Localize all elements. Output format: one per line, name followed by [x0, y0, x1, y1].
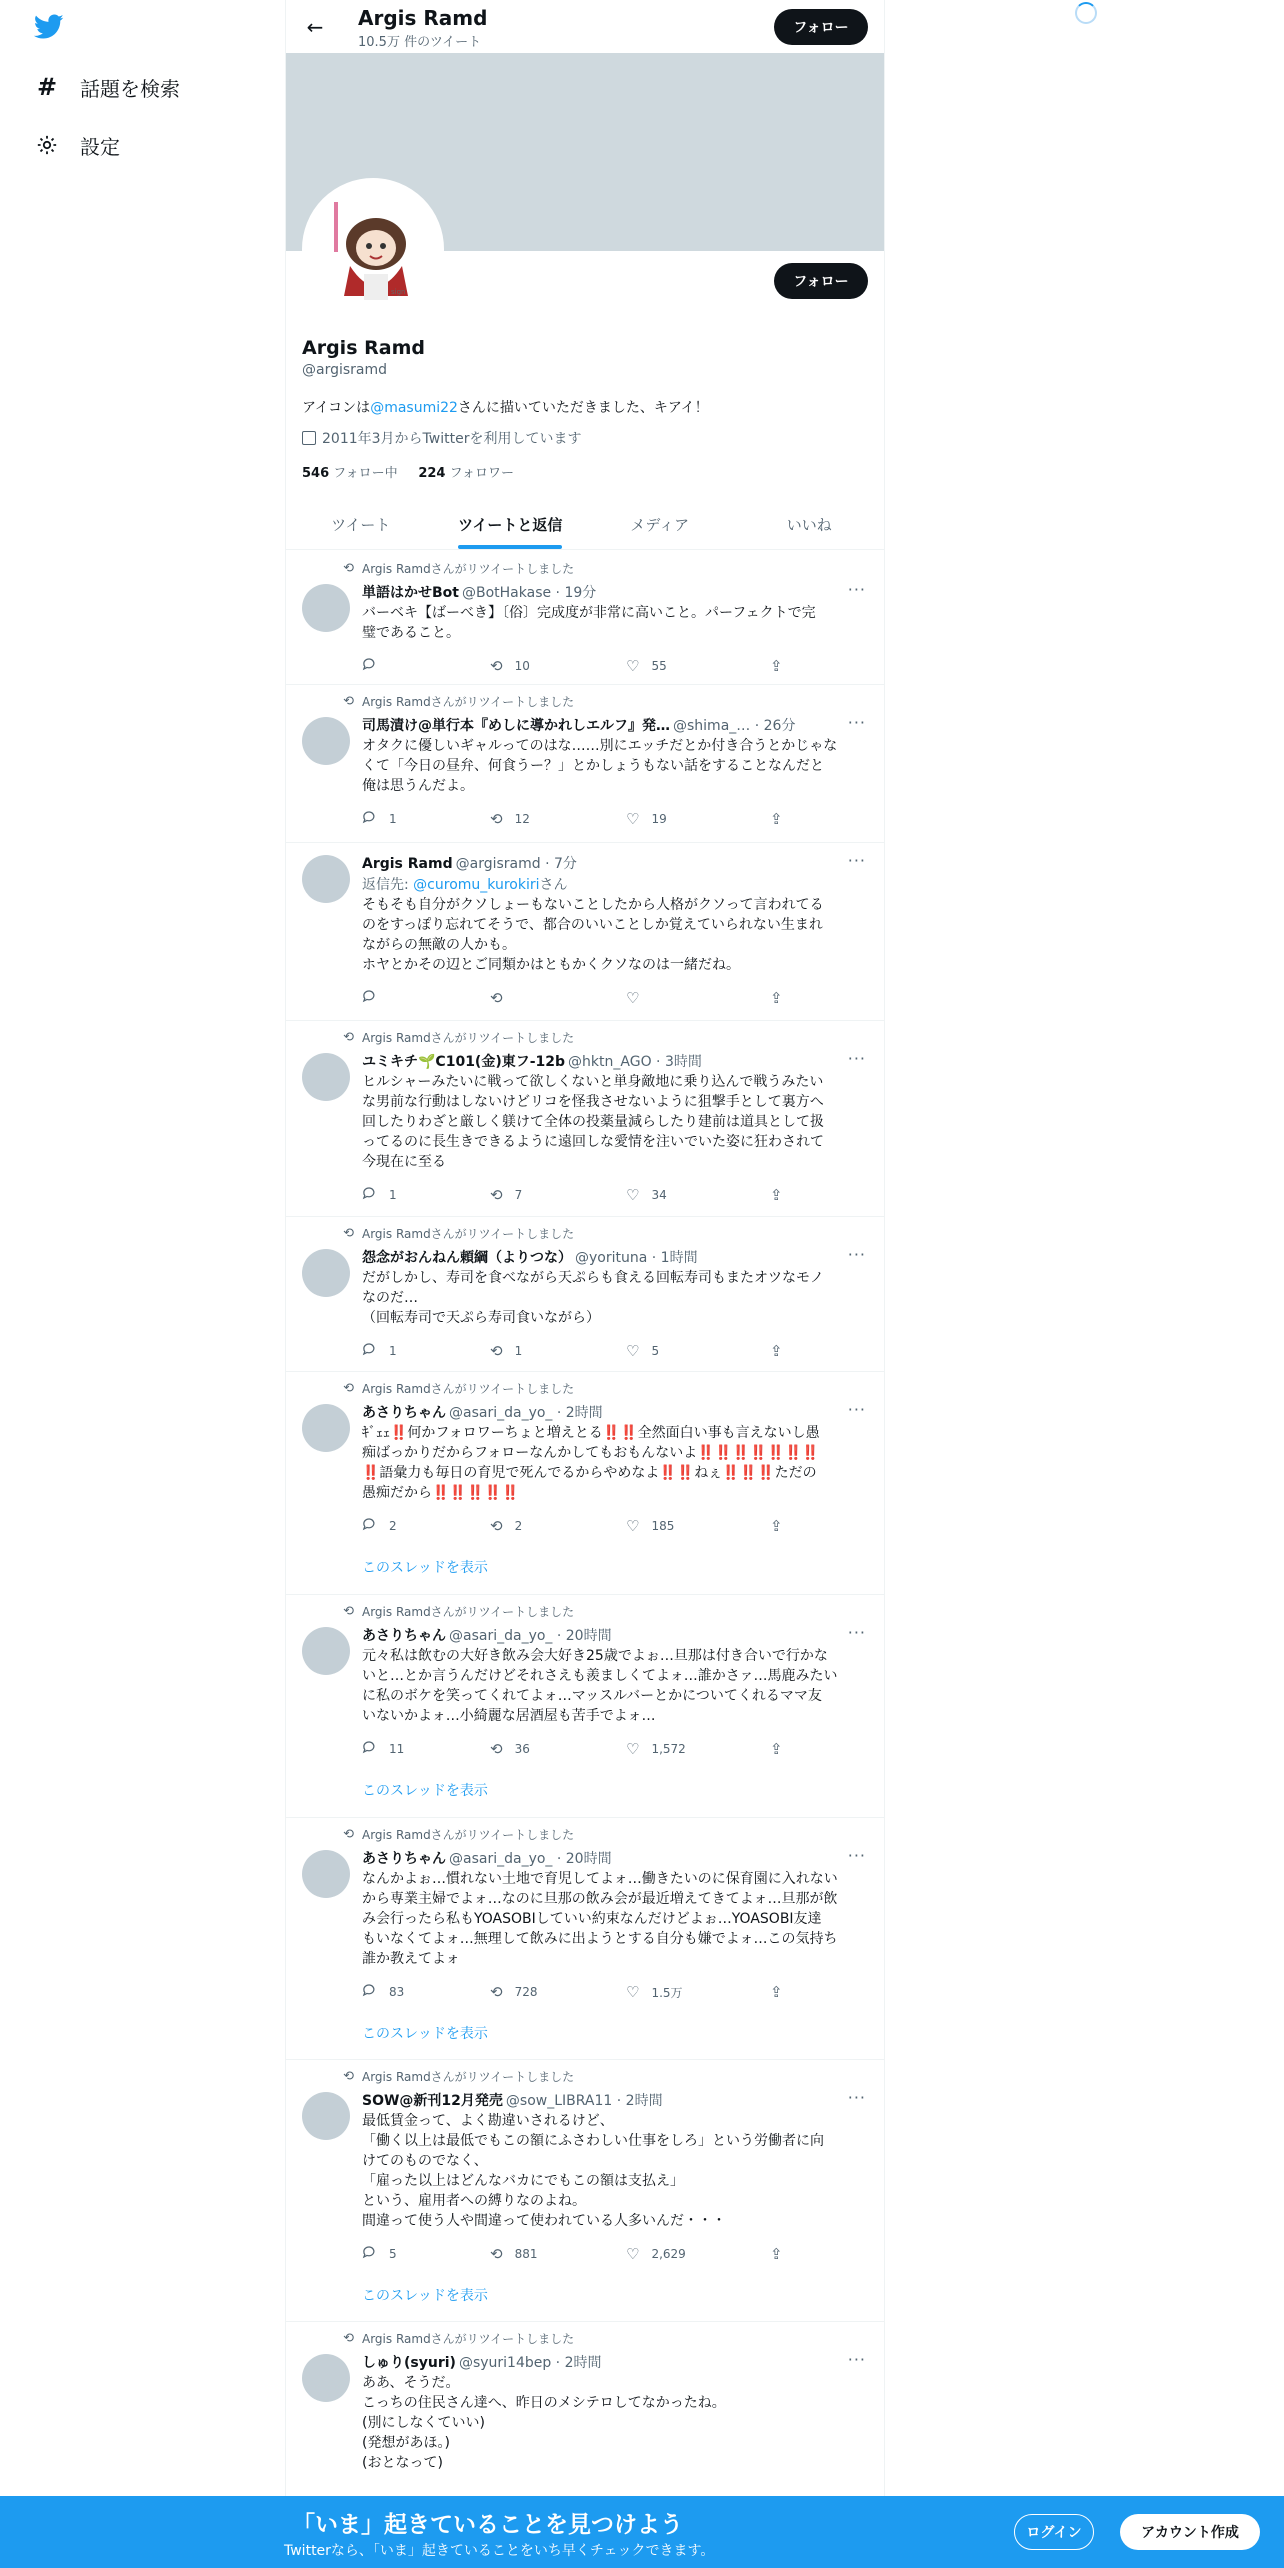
like-button[interactable] — [626, 1517, 674, 1535]
reply-to-label: 返信先: — [362, 877, 414, 893]
author-name[interactable]: Argis Ramd — [362, 856, 453, 872]
retweet-icon: ⟲ — [490, 657, 503, 675]
tweet-actions — [362, 657, 802, 677]
bio-text-after: さんに描いていただきました、キアイ！ — [457, 400, 709, 416]
heart-icon: ♡ — [626, 989, 640, 1007]
retweet-icon: ⟲ — [490, 1186, 503, 1204]
author-name[interactable]: ユミキチ🌱C101(金)東フ-12b — [362, 1054, 566, 1070]
retweet-icon: ⟲ — [343, 1827, 354, 1842]
tweet[interactable] — [286, 552, 884, 685]
profile-stats — [302, 462, 514, 481]
tweet-text: オタクに優しいギャルってのはな……別にエッチだとか付き合うとかじゃな くて「今日の昼弁、何食うー？」とかしょうもない話をすることなんだと 俺は思うんだよ。 — [362, 738, 838, 794]
tweet-actions — [362, 1342, 802, 1362]
back-arrow-icon[interactable]: ← — [306, 15, 324, 39]
author-name[interactable]: あさりちゃん — [362, 1628, 446, 1644]
avatar[interactable] — [302, 1404, 350, 1452]
retweet-indicator — [336, 2330, 574, 2347]
retweet-icon: ⟲ — [490, 1342, 503, 1360]
profile-follow-button[interactable]: フォロー — [774, 263, 868, 299]
followers-count: 224 — [418, 466, 446, 481]
more-options-icon[interactable]: ··· — [847, 1846, 866, 1865]
retweet-count: 7 — [514, 1188, 523, 1202]
reply-count: 1 — [389, 1188, 397, 1202]
share-button[interactable] — [770, 2245, 795, 2263]
tweet[interactable] — [286, 2060, 884, 2322]
bio-text-before: アイコンは — [302, 400, 371, 416]
tweet-text: だがしかし、寿司を食べながら天ぷらも食える回転寿司もまたオツなモノ なのだ… （回転寿司で天ぷら寿司食いながら） — [362, 1270, 824, 1326]
avatar[interactable] — [302, 1249, 350, 1297]
joined-text: 2011年3月からTwitterを利用しています — [322, 431, 582, 447]
left-nav — [0, 0, 285, 2568]
following-link[interactable] — [302, 466, 398, 481]
retweet-label: Argis Ramdさんがリツイートしました — [362, 695, 575, 709]
retweet-count: 1 — [514, 1344, 523, 1358]
retweet-icon: ⟲ — [490, 2245, 503, 2263]
avatar[interactable] — [302, 584, 350, 632]
retweet-icon: ⟲ — [343, 1226, 354, 1241]
retweet-label: Argis Ramdさんがリツイートしました — [362, 1605, 575, 1619]
retweet-icon: ⟲ — [343, 1604, 354, 1619]
tweet[interactable] — [286, 685, 884, 843]
gear-icon — [34, 132, 60, 158]
like-count: 55 — [651, 659, 667, 673]
tweet-header — [362, 853, 577, 873]
profile-bio — [302, 397, 709, 417]
more-options-icon[interactable]: ··· — [847, 713, 866, 732]
author-name[interactable]: SOW@新刊12月発売 — [362, 2093, 503, 2109]
tweet-actions — [362, 1983, 802, 2003]
reply-button[interactable] — [362, 1186, 397, 1204]
twitter-logo-icon[interactable] — [34, 14, 64, 42]
author-handle-time: @hktn_AGO · 3時間 — [568, 1054, 702, 1070]
header-tweet-count: 10.5万 件のツイート — [358, 35, 482, 50]
like-button[interactable] — [626, 1342, 659, 1360]
retweet-indicator — [336, 1029, 574, 1046]
tweet-text: そもそも自分がクソしょーもないことしたから人格がクソって言われてる のをすっぽり忘れてそうで、都合のいいことしか覚えていられない生まれ ながらの無敵の人かも。 ホヤとかその辺とご同類かはともかくクソなのは一緒だね。 — [362, 897, 824, 973]
reply-to-suffix: さん — [539, 877, 568, 893]
reply-to-mention-link[interactable]: @curomu_kurokiri — [413, 877, 540, 893]
retweet-indicator — [336, 1380, 574, 1397]
retweet-indicator — [336, 1603, 574, 1620]
retweet-icon: ⟲ — [343, 561, 354, 576]
share-icon: ⇪ — [770, 2245, 783, 2263]
like-count: 185 — [651, 1519, 675, 1533]
share-button[interactable] — [770, 1186, 795, 1204]
followers-link[interactable] — [418, 466, 514, 481]
retweet-icon: ⟲ — [490, 1740, 503, 1758]
share-button[interactable] — [770, 1342, 795, 1360]
loading-spinner-icon — [1075, 2, 1097, 24]
tweet-actions — [362, 1740, 802, 1760]
like-count: 19 — [651, 812, 667, 826]
retweet-indicator — [336, 1826, 574, 1843]
profile-tabs — [286, 500, 884, 550]
like-button[interactable] — [626, 810, 667, 828]
tweet-header — [362, 2352, 602, 2372]
tweet-header — [362, 582, 596, 602]
like-button[interactable] — [626, 657, 667, 675]
author-name[interactable]: 怨念がおんねん頼綱（よりつな） — [362, 1250, 572, 1266]
heart-icon: ♡ — [626, 1983, 640, 2001]
tweet[interactable] — [286, 1818, 884, 2060]
retweet-indicator — [336, 1225, 574, 1242]
share-icon: ⇪ — [770, 1517, 783, 1535]
tweet-actions — [362, 989, 802, 1009]
avatar[interactable] — [302, 1053, 350, 1101]
tweet-header — [362, 1848, 612, 1868]
share-button[interactable] — [770, 657, 795, 675]
profile-avatar[interactable] — [302, 178, 444, 320]
more-options-icon[interactable]: ··· — [847, 2350, 866, 2369]
more-options-icon[interactable]: ··· — [847, 2088, 866, 2107]
retweet-count: 728 — [514, 1985, 538, 1999]
retweet-label: Argis Ramdさんがリツイートしました — [362, 1382, 575, 1396]
tweet-header — [362, 1051, 702, 1071]
like-button[interactable] — [626, 1186, 667, 1204]
like-count: 1,572 — [651, 1742, 686, 1756]
more-options-icon[interactable]: ··· — [847, 1245, 866, 1264]
share-button[interactable] — [770, 1517, 795, 1535]
retweet-button[interactable] — [490, 657, 530, 675]
avatar[interactable] — [302, 1850, 350, 1898]
retweet-label: Argis Ramdさんがリツイートしました — [362, 1227, 575, 1241]
share-icon: ⇪ — [770, 1983, 783, 2001]
retweet-indicator — [336, 560, 574, 577]
tweet[interactable] — [286, 2322, 884, 2502]
avatar[interactable] — [302, 2092, 350, 2140]
retweet-button[interactable] — [490, 810, 530, 828]
author-handle-time: @asari_da_yo_ · 20時間 — [449, 1851, 612, 1867]
main-column — [285, 0, 885, 2568]
svg-text:sign: sign — [391, 288, 406, 296]
author-name[interactable]: しゅり(syuri) — [362, 2355, 456, 2371]
bottom-bar-subtitle: Twitterなら、「いま」起きていることをいち早くチェックできます。 — [284, 2543, 715, 2559]
tweet[interactable] — [286, 1595, 884, 1818]
retweet-count: 36 — [514, 1742, 530, 1756]
retweet-icon: ⟲ — [343, 2331, 354, 2346]
retweet-icon: ⟲ — [343, 2069, 354, 2084]
login-prompt-bar — [0, 2496, 1284, 2568]
tweet[interactable] — [286, 1217, 884, 1372]
reply-count: 83 — [389, 1985, 405, 1999]
header-follow-button[interactable]: フォロー — [774, 9, 868, 45]
author-name[interactable]: 単語はかせBot — [362, 585, 459, 601]
avatar[interactable] — [302, 717, 350, 765]
more-options-icon[interactable]: ··· — [847, 580, 866, 599]
nav-explore[interactable] — [34, 69, 180, 105]
heart-icon: ♡ — [626, 1517, 640, 1535]
retweet-icon: ⟲ — [343, 1381, 354, 1396]
more-options-icon[interactable]: ··· — [847, 1623, 866, 1642]
reply-button[interactable] — [362, 1983, 404, 2001]
tweet-text: ヒルシャーみたいに戦って欲しくないと単身敵地に乗り込んで戦うみたい な男前な行動はしないけどリコを怪我させないように狙撃手として裏方へ 回したりわざと厳しく躾けて全体の投薬量減らしたり建前は道具として扱 ってるのに長生きできるように遠回しな愛情を注いでいた姿に狂わされて 今現在に至る — [362, 1074, 824, 1170]
like-count: 1.5万 — [651, 1985, 683, 2000]
reply-count: 2 — [389, 1519, 397, 1533]
tweet-actions — [362, 810, 802, 830]
tweet-text: バーベキ【ばーべき】〔俗〕完成度が非常に高いこと。パーフェクトで完 璧であること。 — [362, 605, 816, 641]
reply-count: 1 — [389, 812, 397, 826]
author-handle-time: @asari_da_yo_ · 2時間 — [449, 1405, 603, 1421]
signup-button[interactable]: アカウント作成 — [1120, 2514, 1260, 2550]
show-thread-link[interactable]: このスレッドを表示 — [362, 2026, 488, 2042]
retweet-count: 2 — [514, 1519, 523, 1533]
retweet-icon: ⟲ — [490, 1517, 503, 1535]
reply-to — [362, 874, 567, 894]
retweet-button[interactable] — [490, 989, 515, 1007]
reply-button[interactable] — [362, 810, 397, 828]
heart-icon: ♡ — [626, 1342, 640, 1360]
following-label: フォロー中 — [333, 466, 398, 481]
nav-settings[interactable] — [34, 127, 120, 163]
like-button[interactable] — [626, 2245, 686, 2263]
author-handle-time: @BotHakase · 19分 — [461, 585, 597, 601]
retweet-icon: ⟲ — [490, 810, 503, 828]
reply-count: 5 — [389, 2247, 397, 2261]
heart-icon: ♡ — [626, 1740, 640, 1758]
tweet-header — [362, 2090, 663, 2110]
nav-explore-label: 話題を検索 — [80, 76, 180, 101]
reply-icon — [362, 1983, 377, 2001]
tweet-actions — [362, 2245, 802, 2265]
followers-label: フォロワー — [449, 466, 514, 481]
retweet-icon: ⟲ — [343, 1030, 354, 1045]
tweet-text: なんかよぉ…慣れない土地で育児してよォ…働きたいのに保育園に入れない から専業主婦でよォ…なのに旦那の飲み会が最近増えてきてよォ…旦那が飲 み会行ったら私もYOASOBIしていい約束なんだけどよぉ…YOASOBI友達 もいなくてよォ…無理して飲みに出ようとする自分も嫌でよォ…この気持ち 誰か教えてよォ — [362, 1871, 838, 1967]
share-icon: ⇪ — [770, 1186, 783, 1204]
retweet-label: Argis Ramdさんがリツイートしました — [362, 2332, 575, 2346]
author-handle-time: @sow_LIBRA11 · 2時間 — [505, 2093, 663, 2109]
tweet-text: ああ、そうだ。 こっちの住民さん達へ、昨日のメシテロしてなかったね。 (別にしなくていい) (発想があほ。) (おとなって) — [362, 2375, 726, 2471]
reply-button[interactable] — [362, 1342, 397, 1360]
profile-header-bar — [286, 0, 884, 53]
retweet-count: 881 — [514, 2247, 538, 2261]
retweet-button[interactable] — [490, 1983, 537, 2001]
share-icon: ⇪ — [770, 810, 783, 828]
show-thread-link[interactable]: このスレッドを表示 — [362, 1560, 488, 1576]
bio-mention-link[interactable]: @masumi22 — [370, 400, 458, 416]
header-name: Argis Ramd — [358, 6, 488, 30]
heart-icon: ♡ — [626, 810, 640, 828]
tweet-text: 最低賃金って、よく勘違いされるけど、 「働く以上は最低でもこの額にふさわしい仕事をしろ」という労働者に向 けてのものでなく、 「雇った以上はどんなバカにでもこの額は支払え」 という、雇用者への縛りなのよね。 間違って使う人や間違って使われている人多いんだ・・・ — [362, 2113, 824, 2229]
hashtag-icon: # — [36, 73, 58, 101]
retweet-label: Argis Ramdさんがリツイートしました — [362, 2070, 575, 2084]
share-icon: ⇪ — [770, 1740, 783, 1758]
reply-button[interactable] — [362, 989, 389, 1007]
retweet-button[interactable] — [490, 1342, 522, 1360]
author-handle-time: @syuri14bep · 2時間 — [458, 2355, 602, 2371]
like-count: 5 — [651, 1344, 660, 1358]
retweet-label: Argis Ramdさんがリツイートしました — [362, 1031, 575, 1045]
reply-icon — [362, 1186, 377, 1204]
bottom-bar-title: 「いま」起きていることを見つけよう — [292, 2512, 683, 2538]
share-button[interactable] — [770, 810, 795, 828]
heart-icon: ♡ — [626, 2245, 640, 2263]
tab-tweets[interactable]: ツイート — [331, 516, 391, 534]
like-button[interactable] — [626, 1983, 683, 2001]
share-button[interactable] — [770, 989, 795, 1007]
share-button[interactable] — [770, 1740, 795, 1758]
retweet-button[interactable] — [490, 1740, 530, 1758]
reply-icon — [362, 1740, 377, 1758]
login-button[interactable]: ログイン — [1014, 2514, 1094, 2550]
reply-icon — [362, 2245, 377, 2263]
author-handle-time: @yorituna · 1時間 — [575, 1250, 698, 1266]
author-name[interactable]: 司馬漬け@単行本『めしに導かれしエルフ』発… — [362, 718, 670, 734]
retweet-button[interactable] — [490, 1517, 522, 1535]
following-count: 546 — [302, 466, 330, 481]
author-handle-time: @shima_… · 26分 — [673, 718, 796, 734]
tweet[interactable] — [286, 1021, 884, 1217]
reply-button[interactable] — [362, 1740, 404, 1758]
tweet[interactable] — [286, 843, 884, 1021]
tab-likes[interactable]: いいね — [786, 516, 832, 534]
show-thread-link[interactable]: このスレッドを表示 — [362, 1783, 488, 1799]
avatar[interactable] — [302, 1627, 350, 1675]
retweet-count: 12 — [514, 812, 530, 826]
author-handle-time: @argisramd · 7分 — [455, 856, 577, 872]
reply-icon — [362, 810, 377, 828]
retweet-label: Argis Ramdさんがリツイートしました — [362, 1828, 575, 1842]
author-name[interactable]: あさりちゃん — [362, 1405, 446, 1421]
reply-count: 11 — [389, 1742, 405, 1756]
reply-icon — [362, 1517, 377, 1535]
share-icon: ⇪ — [770, 657, 783, 675]
tweet-header — [362, 1625, 612, 1645]
calendar-icon — [302, 431, 316, 445]
like-button[interactable] — [626, 1740, 686, 1758]
tweet-text: 元々私は飲むの大好き飲み会大好き25歳でよぉ…旦那は付き合いで行かな いと…とか言うんだけどそれさえも羨ましくてよォ…誰かさァ…馬鹿みたい に私のボケを笑ってくれてよォ…マッスルバーとかについてくれるママ友 いないかよォ…小綺麗な居酒屋も苦手でよォ… — [362, 1648, 838, 1724]
more-options-icon[interactable]: ··· — [847, 1400, 866, 1419]
tab-media[interactable]: メディア — [630, 516, 690, 534]
retweet-button[interactable] — [490, 2245, 537, 2263]
retweet-icon: ⟲ — [490, 989, 503, 1007]
author-name[interactable]: あさりちゃん — [362, 1851, 446, 1867]
tweet[interactable] — [286, 1372, 884, 1595]
tweet-header — [362, 715, 795, 735]
like-count: 34 — [651, 1188, 667, 1202]
reply-button[interactable] — [362, 2245, 397, 2263]
nav-settings-label: 設定 — [80, 134, 120, 159]
reply-icon — [362, 1342, 377, 1360]
show-thread-link[interactable]: このスレッドを表示 — [362, 2288, 488, 2304]
heart-icon: ♡ — [626, 657, 640, 675]
retweet-indicator — [336, 2068, 574, 2085]
heart-icon: ♡ — [626, 1186, 640, 1204]
share-button[interactable] — [770, 1983, 795, 2001]
retweet-count: 10 — [514, 659, 530, 673]
like-button[interactable] — [626, 989, 651, 1007]
share-icon: ⇪ — [770, 1342, 783, 1360]
tweet-text: ｷﾞｪｪ‼️何かフォロワーちょと増えとる‼️‼️全然面白い事も言えないし愚 痴ばっかりだからフォローなんかしてもおもんないよ‼️‼️‼️‼️‼️‼️‼️ ‼️語彙力も毎日の育児で死んでるからやめなよ‼️‼️ねぇ‼️‼️‼️ただの 愚痴だから‼️‼️‼️‼️‼️ — [362, 1425, 820, 1501]
tweet-actions — [362, 1517, 802, 1537]
share-icon: ⇪ — [770, 989, 783, 1007]
profile-handle: @argisramd — [302, 362, 388, 378]
tweet-actions — [362, 1186, 802, 1206]
profile-joined — [302, 428, 581, 448]
tweet-header — [362, 1402, 603, 1422]
reply-icon — [362, 989, 377, 1007]
profile-name: Argis Ramd — [302, 337, 425, 359]
retweet-indicator — [336, 693, 574, 710]
reply-button[interactable] — [362, 657, 389, 675]
retweet-label: Argis Ramdさんがリツイートしました — [362, 562, 575, 576]
reply-button[interactable] — [362, 1517, 397, 1535]
retweet-button[interactable] — [490, 1186, 522, 1204]
avatar[interactable] — [302, 2354, 350, 2402]
reply-count: 1 — [389, 1344, 397, 1358]
retweet-icon: ⟲ — [343, 694, 354, 709]
more-options-icon[interactable]: ··· — [847, 1049, 866, 1068]
reply-icon — [362, 657, 377, 675]
author-handle-time: @asari_da_yo_ · 20時間 — [449, 1628, 612, 1644]
more-options-icon[interactable]: ··· — [847, 851, 866, 870]
tweet-header — [362, 1247, 698, 1267]
retweet-icon: ⟲ — [490, 1983, 503, 2001]
tab-tweets-and-replies[interactable]: ツイートと返信 — [436, 500, 586, 549]
avatar[interactable] — [302, 855, 350, 903]
like-count: 2,629 — [651, 2247, 686, 2261]
